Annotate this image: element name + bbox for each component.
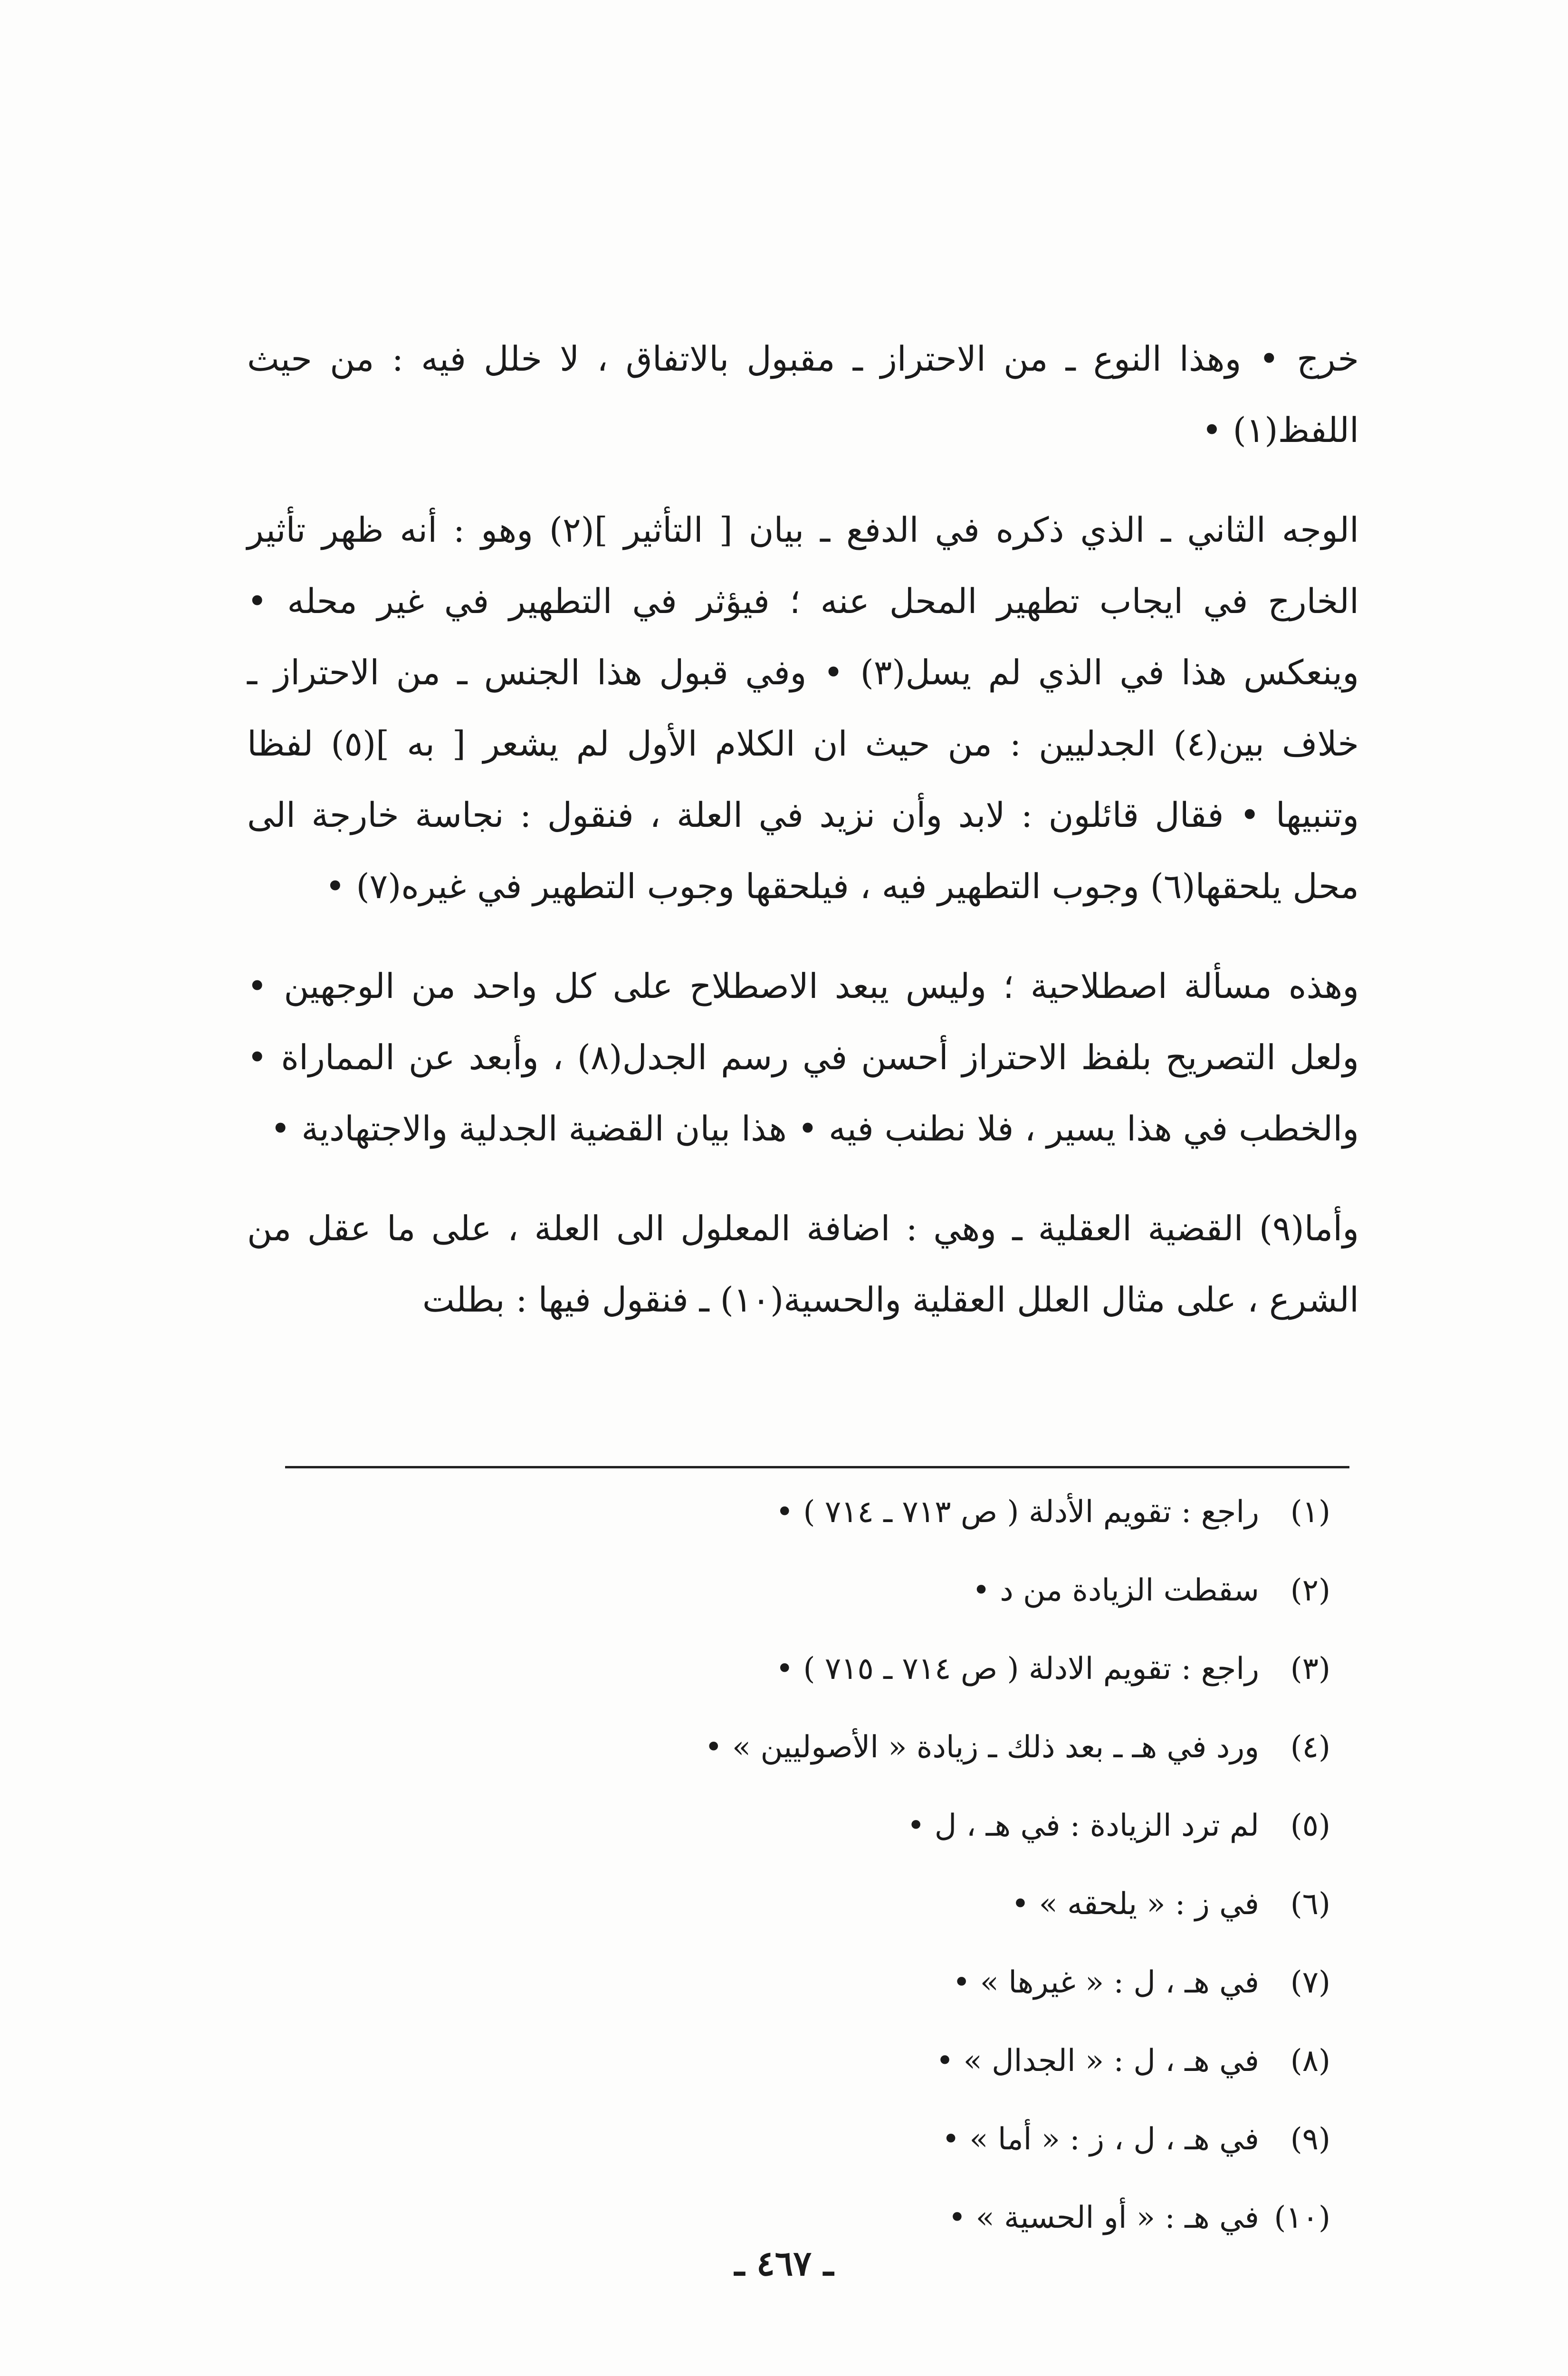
footnote-8	[428, 2022, 1330, 2100]
footnote-divider	[285, 1466, 1349, 1468]
footnote-3	[428, 1630, 1330, 1708]
footnote-text: في هـ ، ل : « غيرها » •	[952, 1965, 1259, 2000]
footnote-text: في ز : « يلحقه » •	[1011, 1887, 1259, 1922]
footnote-text: ورد في هـ ـ بعد ذلك ـ زيادة « الأصوليين » •	[704, 1730, 1259, 1765]
footnote-number: (٩)	[1290, 2122, 1330, 2157]
footnote-text: في هـ : « أو الحسية » •	[948, 2200, 1259, 2235]
footnote-number: (١)	[1290, 1495, 1330, 1530]
paragraph-3: وهذه مسألة اصطلاحية ؛ وليس يبعد الاصطلاح على كل واحد من الوجهين • ولعل التصريح بلفظ الاحتراز أحسن في رسم الجدل(٨) ، وأبعد عن المماراة • والخطب في هذا يسير ، فلا نطنب فيه • هذا بيان القضية الجدلية والاجتهادية •	[247, 966, 1359, 1149]
footnote-number: (٨)	[1290, 2043, 1330, 2079]
footnote-6	[428, 1865, 1330, 1944]
footnote-text: في هـ ، ل ، ز : « أما » •	[942, 2122, 1259, 2157]
main-text	[247, 323, 1359, 1335]
footnote-number: (١٠)	[1274, 2200, 1330, 2235]
footnote-text: راجع : تقويم الأدلة ( ص ٧١٣ ـ ٧١٤ ) •	[775, 1495, 1259, 1530]
footnote-number: (٦)	[1290, 1887, 1330, 1922]
footnote-2	[428, 1552, 1330, 1630]
footnote-number: (٧)	[1290, 1965, 1330, 2000]
footnote-text: راجع : تقويم الادلة ( ص ٧١٤ ـ ٧١٥ ) •	[775, 1651, 1259, 1686]
footnote-number: (٤)	[1290, 1730, 1330, 1765]
footnotes-list	[428, 1473, 1330, 2257]
footnote-4	[428, 1708, 1330, 1787]
footnote-7	[428, 1944, 1330, 2022]
paragraph-2: الوجه الثاني ـ الذي ذكره في الدفع ـ بيان [ التأثير ](٢) وهو : أنه ظهر تأثير الخارج في ايجاب تطهير المحل عنه ؛ فيؤثر في التطهير في غير محله • وينعكس هذا في الذي لم يسل(٣) • وفي قبول هذا الجنس ـ من الاحتراز ـ خلاف بين(٤) الجدليين : من حيث ان الكلام الأول لم يشعر [ به ](٥) لفظا وتنبيها • فقال قائلون : لابد وأن نزيد في العلة ، فنقول : نجاسة خارجة الى محل يلحقها(٦) وجوب التطهير فيه ، فيلحقها وجوب التطهير في غيره(٧) •	[247, 510, 1359, 906]
footnote-text: سقطت الزيادة من د •	[972, 1573, 1259, 1608]
footnote-number: (٥)	[1290, 1808, 1330, 1843]
page-number: ـ ٤٦٧ ـ	[734, 2243, 834, 2283]
footnote-1	[428, 1473, 1330, 1552]
paragraph-4: وأما(٩) القضية العقلية ـ وهي : اضافة المعلول الى العلة ، على ما عقل من الشرع ، على مثال العلل العقلية والحسية(١٠) ـ فنقول فيها : بطلت	[247, 1208, 1359, 1320]
footnote-text: في هـ ، ل : « الجدال » •	[936, 2043, 1259, 2079]
footnote-9	[428, 2100, 1330, 2179]
footnote-5	[428, 1787, 1330, 1865]
footnote-number: (٢)	[1290, 1573, 1330, 1608]
paragraph-1: خرج • وهذا النوع ـ من الاحتراز ـ مقبول بالاتفاق ، لا خلل فيه : من حيث اللفظ(١) •	[247, 339, 1359, 450]
footnote-number: (٣)	[1290, 1651, 1330, 1686]
footnote-text: لم ترد الزيادة : في هـ ، ل •	[907, 1808, 1259, 1843]
